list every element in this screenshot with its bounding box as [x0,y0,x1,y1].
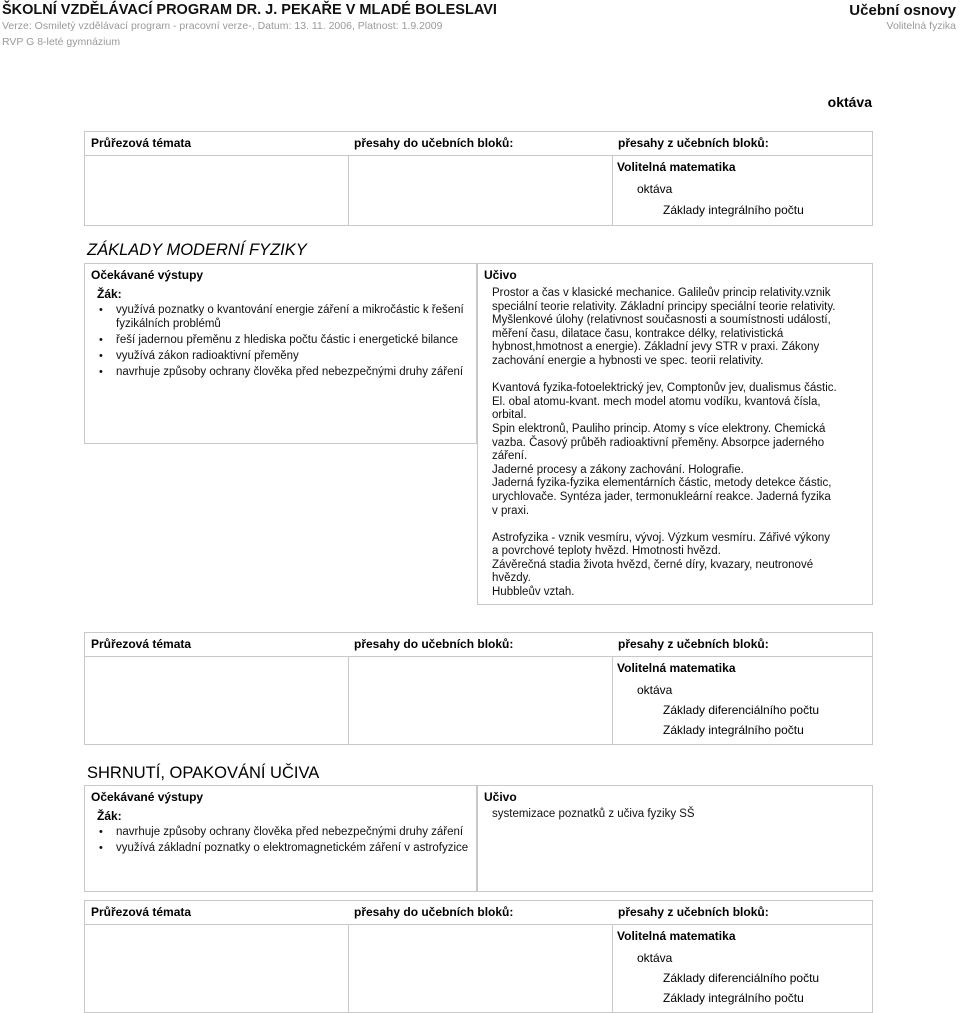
content-paragraph: systemizace poznatků z učiva fyziky SŠ [492,808,695,820]
related-year: oktáva [637,182,673,196]
outcome-item: • využívá poznatky o kvantování energie záření a mikročástic k řešení fyzikálních problémů [99,303,476,331]
expected-outcomes-box [84,263,477,444]
student-label: Žák: [97,287,122,301]
related-topic: Základy integrálního počtu [663,991,804,1005]
outcomes-list [85,301,476,379]
related-topic: Základy diferenciálního počtu [663,703,820,717]
outcome-item: • využívá zákon radioaktivní přeměny [99,349,476,363]
overlaps-to-cell [349,155,613,225]
cross-table-header [85,901,872,924]
year-label: oktáva [827,94,872,110]
overlaps-from-cell [613,155,872,225]
version-info: Verze: Osmiletý vzdělávací program - pracovní verze-, Datum: 13. 11. 2006, Platnost: 1.9.2009 [2,20,443,32]
content-header: Učivo [484,268,517,282]
rvp-info: RVP G 8-leté gymnázium [2,36,121,48]
cross-themes-header: Průřezová témata [91,905,192,919]
cross-table-header [85,132,872,155]
cross-themes-header: Průřezová témata [91,637,192,651]
overlaps-from-cell [613,924,872,1012]
cross-curricular-table [84,632,873,745]
content-text [478,286,872,600]
cross-themes-header: Průřezová témata [91,136,192,150]
overlaps-from-header: přesahy z učebních bloků: [618,637,769,651]
content-paragraph: Kvantová fyzika-fotoelektrický jev, Comptonův jev, dualismus částic. El. obal atomu-kvant. mech model atomu vodíku, kvantová čísla, orbital. Spin elektronů, Pauliho princip. Atomy s více elektrony. Chemická vazba. Časový průběh radioaktivní přeměny. Absorpce jaderného záření. Jaderné procesy a zákony zachování. Holografie. Jaderná fyzika-fyzika elementárních částic, metody detekce částic, urychlovače. Syntéza jader, termonukleární reakce. Jaderná fyzika v praxi. [492,382,837,517]
overlaps-to-header: přesahy do učebních bloků: [354,905,514,919]
overlaps-from-header: přesahy z učebních bloků: [618,136,769,150]
school-name: ŠKOLNÍ VZDĚLÁVACÍ PROGRAM DR. J. PEKAŘE V MLADÉ BOLESLAVI [2,2,497,18]
cross-themes-cell [85,924,349,1012]
content-header: Učivo [484,790,517,804]
overlaps-from-cell [613,656,872,744]
outcome-item: • využívá základní poznatky o elektromagnetickém záření v astrofyzice [99,841,476,855]
overlaps-to-cell [349,924,613,1012]
related-topic: Základy integrálního počtu [663,203,804,217]
overlaps-to-header: přesahy do učebních bloků: [354,136,514,150]
outcomes-header: Očekávané výstupy [91,790,204,804]
content-text [478,808,872,822]
outcome-item: • navrhuje způsoby ochrany člověka před nebezpečnými druhy záření [99,365,476,379]
related-topic: Základy diferenciálního počtu [663,971,820,985]
section-title: SHRNUTÍ, OPAKOVÁNÍ UČIVA [87,764,320,782]
section-title: ZÁKLADY MODERNÍ FYZIKY [87,241,307,259]
related-year: oktáva [637,683,673,697]
outcome-item: • řeší jadernou přeměnu z hlediska počtu částic i energetické bilance [99,333,476,347]
content-paragraph: Astrofyzika - vznik vesmíru, vývoj. Výzkum vesmíru. Zářivé výkony a povrchové teploty hvězd. Hmotnosti hvězd. Závěrečná stadia života hvězd, černé díry, kvazary, neutronové hvězdy. Hubbleův vztah. [492,531,831,599]
cross-curricular-table [84,131,873,226]
related-topic: Základy integrálního počtu [663,723,804,737]
overlaps-to-cell [349,656,613,744]
content-paragraph: Prostor a čas v klasické mechanice. Galileův princip relativity.vznik speciální teorie relativity. Základní principy speciální teorie relativity. Myšlenkové úlohy (relativnost současnosti a soumístnosti událostí, měření času, dilatace času, kontrakce délky, relativistická hybnost,hmotnost a energie). Základní jevy STR v praxi. Zákony zachování energie a hybnosti ve spec. teorii relativity. [492,287,836,367]
expected-outcomes-box [84,785,477,892]
curriculum-content-box [477,785,873,892]
outcomes-header: Očekávané výstupy [91,268,204,282]
subject-name: Volitelná fyzika [886,20,956,32]
cross-table-header [85,633,872,656]
related-subject: Volitelná matematika [617,661,736,675]
cross-themes-cell [85,656,349,744]
student-label: Žák: [97,809,122,823]
curriculum-content-box [477,263,873,605]
document-title: Učební osnovy [849,2,956,19]
cross-themes-cell [85,155,349,225]
outcome-item: • navrhuje způsoby ochrany člověka před nebezpečnými druhy záření [99,825,476,839]
cross-curricular-table [84,900,873,1013]
overlaps-to-header: přesahy do učebních bloků: [354,637,514,651]
related-subject: Volitelná matematika [617,160,736,174]
overlaps-from-header: přesahy z učebních bloků: [618,905,769,919]
outcomes-list [85,823,476,855]
related-subject: Volitelná matematika [617,929,736,943]
related-year: oktáva [637,951,673,965]
